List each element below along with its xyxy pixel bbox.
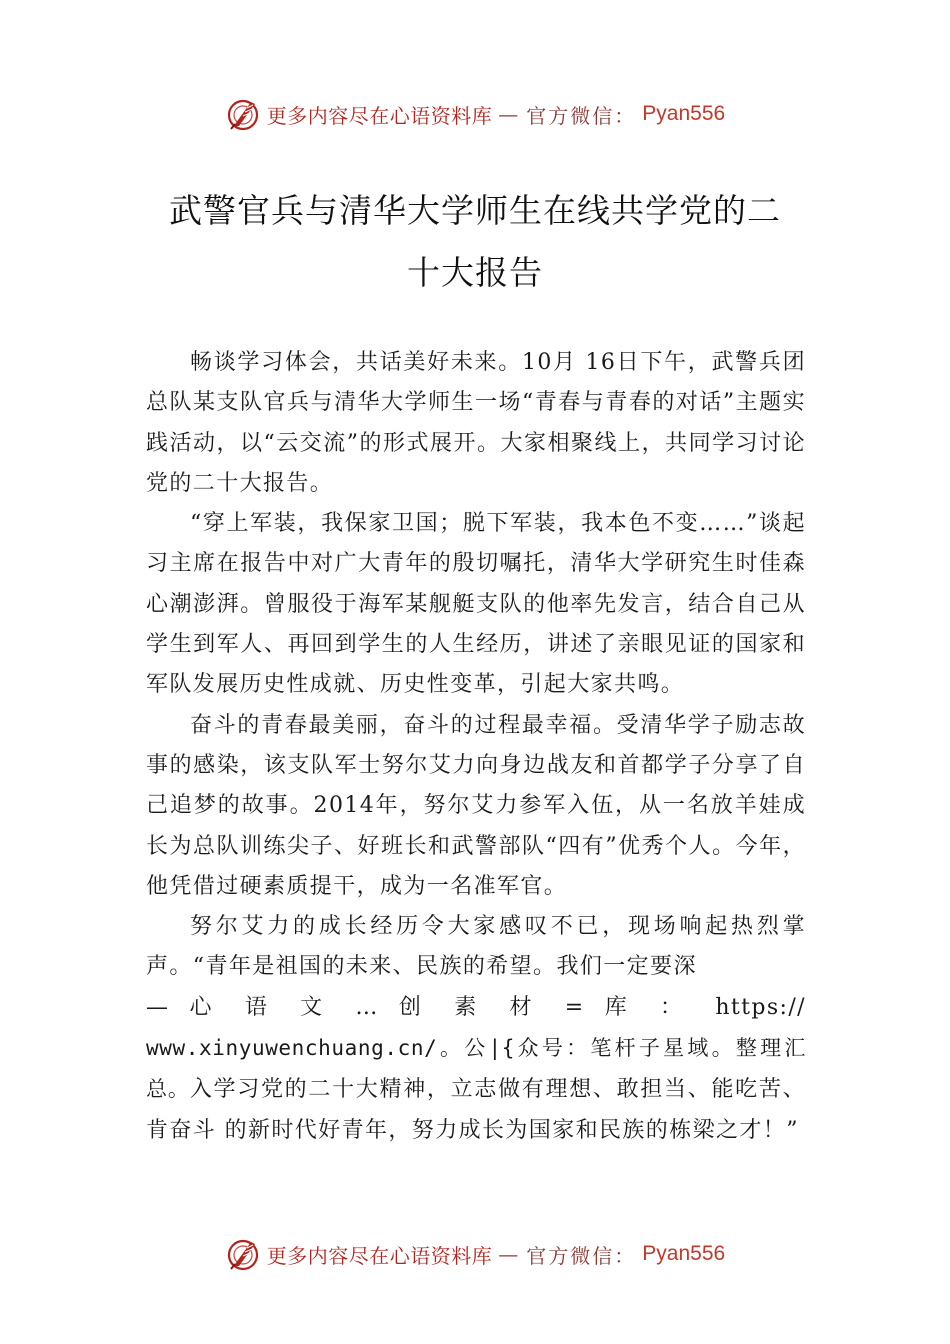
paragraph-4 <box>146 907 806 1151</box>
footer-banner <box>0 1232 950 1276</box>
footer-wechat-id: Pyan556 <box>642 1242 726 1265</box>
header-banner-content <box>225 96 725 132</box>
footer-wechat-label: 官方微信： <box>526 1243 637 1268</box>
banner-wechat-id: Pyan556 <box>642 102 726 125</box>
footer-dash: — <box>498 1242 521 1266</box>
watermark-url: www.xinyuwenchuang.cn/。公|{众号：笔杆子星域。整理汇总。 <box>146 1036 806 1102</box>
header-banner <box>0 92 950 136</box>
article-body <box>146 343 806 1151</box>
paragraph-4-after: 入学习党的二十大精神，立志做有理想、敢担当、能吃苦、肯奋斗 的新时代好青年，努力成长为国家和民族的栋梁之才！” <box>146 1077 806 1143</box>
title-line-2: 十大报告 <box>407 253 543 292</box>
feather-pen-logo-icon <box>225 1236 261 1272</box>
feather-pen-logo-icon <box>225 96 261 132</box>
footer-slogan: 更多内容尽在心语资料库 <box>266 1243 493 1268</box>
watermark-line: — 心 语 文 … 创 素 材 = 库 ： https:// <box>146 994 806 1020</box>
banner-dash: — <box>498 102 521 126</box>
banner-slogan: 更多内容尽在心语资料库 <box>266 103 493 128</box>
footer-banner-content <box>225 1236 725 1272</box>
paragraph-4-before: 努尔艾力的成长经历令大家感叹不已，现场响起热烈掌声。“青年是祖国的未来、民族的希望。我们一定要深 <box>146 914 806 980</box>
document-title <box>150 180 800 304</box>
title-line-1: 武警官兵与清华大学师生在线共学党的二 <box>169 191 781 230</box>
paragraph-2: “穿上军装，我保家卫国；脱下军装，我本色不变……”谈起习主席在报告中对广大青年的殷切嘱托，清华大学研究生时佳森心潮澎湃。曾服役于海军某舰艇支队的他率先发言，结合自己从学生到军人、再回到学生的人生经历，讲述了亲眼见证的国家和军队发展历史性成就、历史性变革，引起大家共鸣。 <box>146 511 806 698</box>
paragraph-1: 畅谈学习体会，共话美好未来。10月 16日下午，武警兵团总队某支队官兵与清华大学师生一场“青春与青春的对话”主题实践活动，以“云交流”的形式展开。大家相聚线上，共同学习讨论党的二十大报告。 <box>146 350 806 496</box>
paragraph-3: 奋斗的青春最美丽，奋斗的过程最幸福。受清华学子励志故事的感染，该支队军士努尔艾力向身边战友和首都学子分享了自己追梦的故事。2014年，努尔艾力参军入伍，从一名放羊娃成长为总队训练尖子、好班长和武警部队“四有”优秀个人。今年，他凭借过硬素质提干，成为一名准军官。 <box>146 712 806 899</box>
banner-wechat-label: 官方微信： <box>526 103 637 128</box>
